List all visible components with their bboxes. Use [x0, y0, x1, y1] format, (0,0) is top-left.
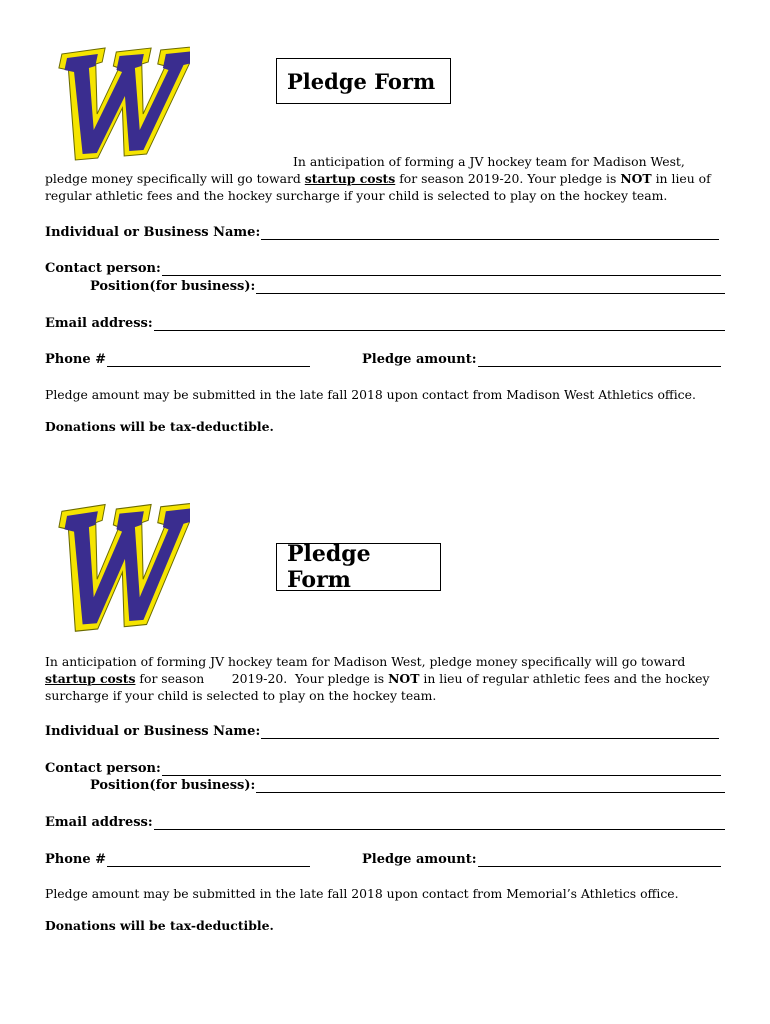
email-line[interactable]: [154, 817, 725, 830]
phone-field[interactable]: [45, 850, 310, 867]
submit-note: Pledge amount may be submitted in the late fall 2018 upon contact from Madison West Athletics office.: [45, 387, 696, 402]
intro-line-2: pledge money specifically will go toward startup costs for season 2019-20. Your pledge is NOT in lieu of: [45, 171, 711, 186]
contact-person-label: Contact person:: [45, 761, 161, 776]
not-emphasis: NOT: [620, 171, 652, 186]
intro-line-1: In anticipation of forming a JV hockey team for Madison West,: [293, 154, 685, 169]
phone-line[interactable]: [107, 854, 310, 867]
intro-line-2: startup costs for season 2019-20. Your pledge is NOT in lieu of regular athletic fees and the hockey: [45, 671, 710, 686]
pledge-amount-label: Pledge amount:: [362, 352, 477, 367]
intro-line-3: regular athletic fees and the hockey surcharge if your child is selected to play on the hockey team.: [45, 188, 668, 203]
tax-note: Donations will be tax-deductible.: [45, 918, 274, 933]
name-field[interactable]: [45, 722, 719, 739]
contact-person-line[interactable]: [162, 263, 721, 276]
submit-note: Pledge amount may be submitted in the late fall 2018 upon contact from Memorial’s Athletics office.: [45, 886, 679, 901]
contact-person-field[interactable]: [45, 759, 721, 776]
pledge-amount-line[interactable]: [478, 354, 721, 367]
phone-field[interactable]: [45, 350, 310, 367]
phone-label: Phone #: [45, 852, 107, 867]
pledge-amount-line[interactable]: [478, 854, 721, 867]
position-line[interactable]: [256, 780, 725, 793]
w-logo-icon: [38, 44, 190, 166]
intro-paragraph: [45, 653, 709, 704]
email-label: Email address:: [45, 316, 153, 331]
email-field[interactable]: [45, 813, 725, 830]
name-label: Individual or Business Name:: [45, 724, 261, 739]
intro-paragraph: [45, 153, 711, 204]
startup-costs-emphasis: startup costs: [45, 671, 136, 686]
intro-line-1: In anticipation of forming JV hockey team for Madison West, pledge money specifically will go toward: [45, 654, 686, 669]
name-line[interactable]: [261, 726, 719, 739]
w-logo-icon: [38, 500, 190, 638]
name-line[interactable]: [261, 227, 719, 240]
position-field[interactable]: [90, 776, 725, 793]
not-emphasis: NOT: [388, 671, 420, 686]
name-label: Individual or Business Name:: [45, 225, 261, 240]
pledge-amount-label: Pledge amount:: [362, 852, 477, 867]
email-label: Email address:: [45, 815, 153, 830]
pledge-amount-field[interactable]: [362, 850, 721, 867]
position-label: Position(for business):: [90, 778, 256, 793]
pledge-form-title: Pledge Form: [276, 58, 451, 104]
pledge-form-title: Pledge Form: [276, 543, 441, 591]
contact-person-label: Contact person:: [45, 261, 161, 276]
position-field[interactable]: [90, 277, 725, 294]
contact-person-field[interactable]: [45, 259, 721, 276]
phone-line[interactable]: [107, 354, 310, 367]
intro-line-3: surcharge if your child is selected to play on the hockey team.: [45, 688, 437, 703]
email-field[interactable]: [45, 314, 725, 331]
position-line[interactable]: [256, 281, 725, 294]
contact-person-line[interactable]: [162, 763, 721, 776]
tax-note: Donations will be tax-deductible.: [45, 419, 274, 434]
email-line[interactable]: [154, 318, 725, 331]
name-field[interactable]: [45, 223, 719, 240]
startup-costs-emphasis: startup costs: [304, 171, 396, 186]
phone-label: Phone #: [45, 352, 107, 367]
pledge-amount-field[interactable]: [362, 350, 721, 367]
position-label: Position(for business):: [90, 279, 256, 294]
